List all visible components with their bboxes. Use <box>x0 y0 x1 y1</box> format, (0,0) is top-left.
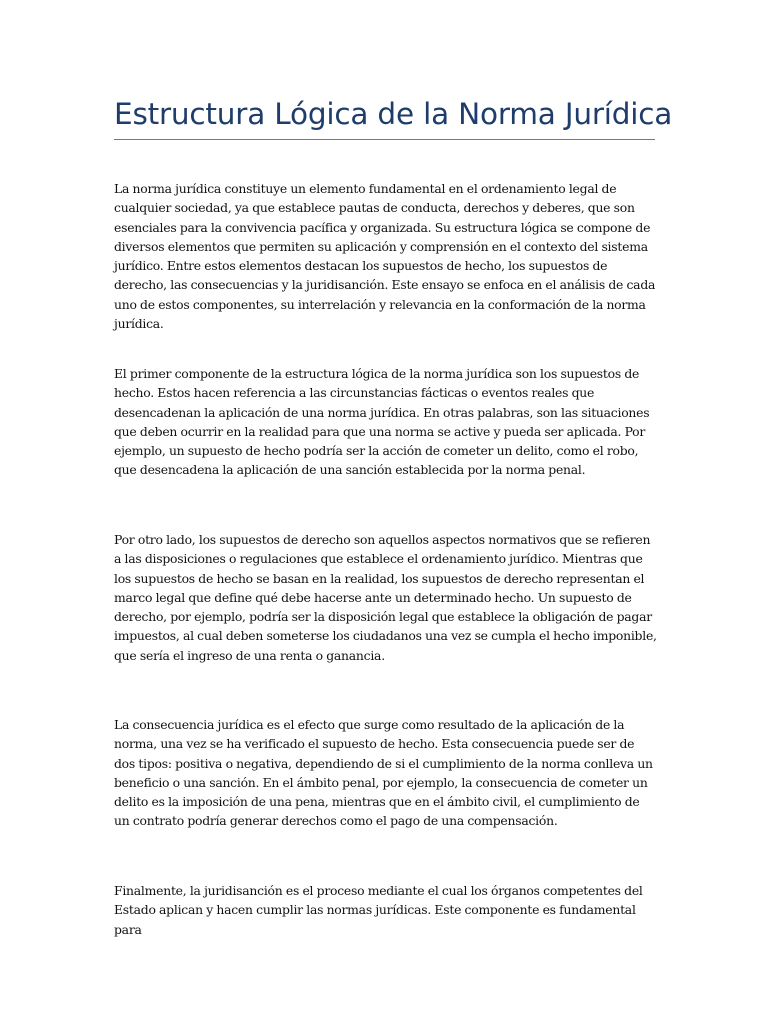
paragraph-juridisancion: Finalmente, la juridisanción es el proceso mediante el cual los órganos competentes del Estado aplican y hacen cumplir las normas jurídicas. Este componente es fundamental para <box>114 883 643 937</box>
paragraph-consecuencia-juridica: La consecuencia jurídica es el efecto que surge como resultado de la aplicación de la norma, una vez se ha verificado el supuesto de hecho. Esta consecuencia puede ser de dos tipos: positiva o negativa, dependiendo de si el cumplimiento de la norma conlleva un beneficio o una sanción. En el ámbito penal, por ejemplo, la consecuencia de cometer un delito es la imposición de una pena, mientras que en el ámbito civil, el cumplimiento de un contrato podría generar derechos como el pago de una compensación. <box>114 717 653 829</box>
paragraph-supuestos-de-derecho: Por otro lado, los supuestos de derecho son aquellos aspectos normativos que se refieren a las disposiciones o regulaciones que establece el ordenamiento jurídico. Mientras que los supuestos de hecho se basan en la realidad, los supuestos de derecho representan el marco legal que define qué debe hacerse ante un determinado hecho. Un supuesto de derecho, por ejemplo, podría ser la disposición legal que establece la obligación de pagar impuestos, al cual deben someterse los ciudadanos una vez se cumpla el hecho imponible, que sería el ingreso de una renta o ganancia. <box>114 532 657 663</box>
paragraph-introduction: La norma jurídica constituye un elemento fundamental en el ordenamiento legal de cualquier sociedad, ya que establece pautas de conducta, derechos y deberes, que son esenciales para la convivencia pacífica y organizada. Su estructura lógica se compone de diversos elementos que permiten su aplicación y comprensión en el contexto del sistema jurídico. Entre estos elementos destacan los supuestos de hecho, los supuestos de derecho, las consecuencias y la juridisanción. Este ensayo se enfoca en el análisis de cada uno de estos componentes, su interrelación y relevancia en la conformación de la norma jurídica. <box>114 181 656 332</box>
document-title: Estructura Lógica de la Norma Jurídica <box>114 97 673 131</box>
title-underline-divider <box>114 139 655 140</box>
paragraph-supuestos-de-hecho: El primer componente de la estructura lógica de la norma jurídica son los supuestos de hecho. Estos hacen referencia a las circunstancias fácticas o eventos reales que desencadenan la aplicación de una norma jurídica. En otras palabras, son las situaciones que deben ocurrir en la realidad para que una norma se active y pueda ser aplicada. Por ejemplo, un supuesto de hecho podría ser la acción de cometer un delito, como el robo, que desencadena la aplicación de una sanción establecida por la norma penal. <box>114 366 650 478</box>
